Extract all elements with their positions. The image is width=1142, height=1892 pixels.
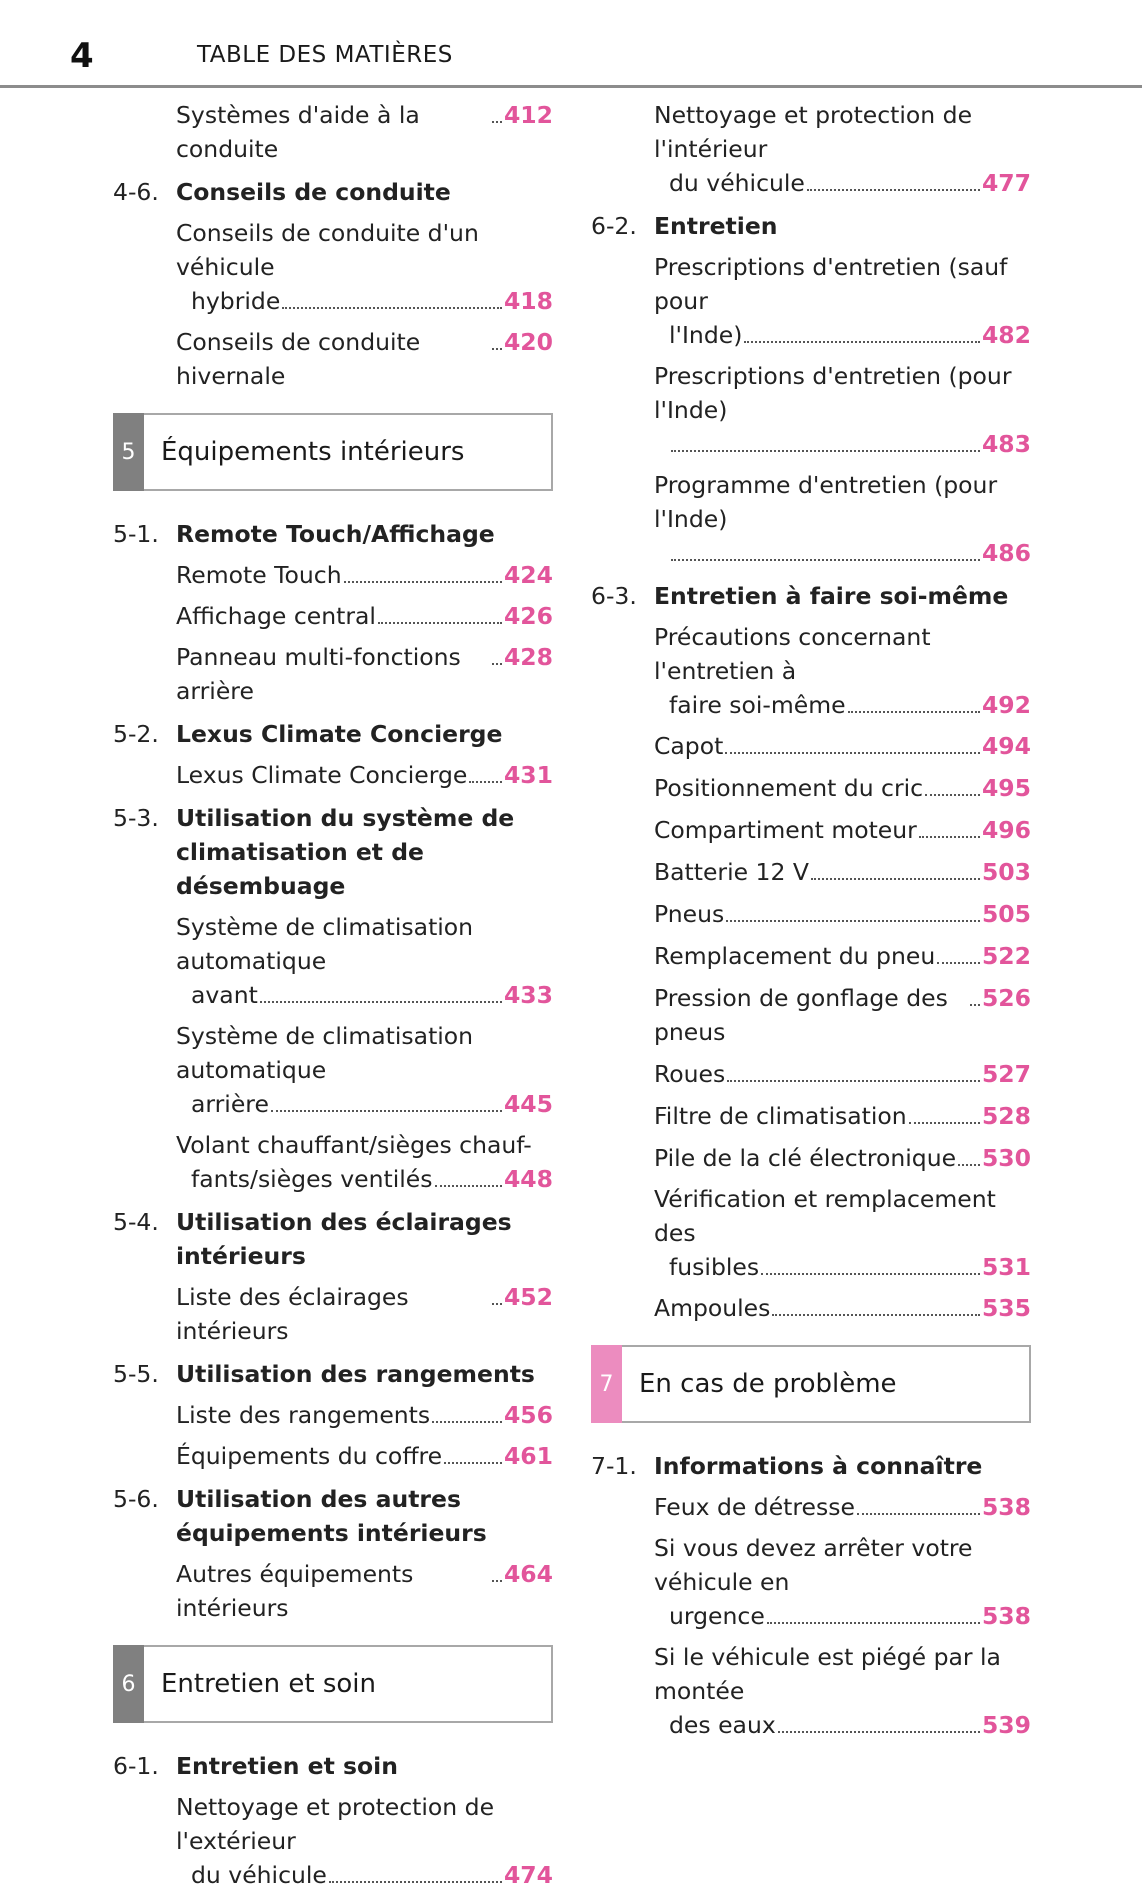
page-ref: 412 [503,101,553,129]
entry-title: Autres équipements intérieurs [176,1560,414,1622]
entry-title: Nettoyage et protection de l'intérieur [654,101,973,163]
section-heading[interactable] [113,717,553,751]
toc-entry[interactable] [113,1557,553,1625]
entry-title-cont: du véhicule [191,1861,327,1889]
entry-title: Liste des rangements [176,1401,431,1429]
leader-dots [970,1004,980,1006]
page-number: 4 [70,36,94,76]
toc-entry[interactable] [113,98,553,166]
section-label: Utilisation des autres équipements intérieurs [176,1485,487,1547]
entry-title: Compartiment moteur [654,816,917,844]
entry-title: Systèmes d'aide à la conduite [176,101,420,163]
chapter-number-tab: 5 [113,413,144,491]
chapter-number-tab: 7 [591,1345,622,1423]
toc-left-column [113,98,553,1892]
toc-entry[interactable] [591,359,1031,461]
section-number: 5-4. [113,1208,159,1236]
page-ref: 433 [503,981,553,1009]
toc-entry[interactable] [113,1280,553,1348]
page-ref: 483 [981,430,1031,458]
page-ref: 494 [981,732,1031,760]
page-ref: 531 [981,1253,1031,1281]
page-ref: 431 [503,761,553,789]
chapter-title: Équipements intérieurs [161,437,465,467]
entry-title: Prescriptions d'entretien (sauf pour [654,253,1008,315]
section-label: Utilisation du système de climatisation et de désembuage [176,804,515,900]
entry-title: Filtre de climatisation [654,1102,907,1130]
entry-title: Nettoyage et protection de l'extérieur [176,1793,495,1855]
section-heading[interactable] [591,579,1031,613]
toc-entry[interactable] [113,599,553,633]
page-ref: 424 [503,561,553,589]
page-header [0,0,1142,88]
chapter-7-banner[interactable] [591,1345,1031,1423]
page-ref: 445 [503,1090,553,1118]
toc-entry[interactable] [591,855,1031,889]
leader-dots [767,1622,980,1624]
toc-entry[interactable] [591,1182,1031,1284]
leader-dots [432,1421,502,1423]
entry-title-cont: faire soi-même [669,691,846,719]
entry-title-cont: fusibles [669,1253,760,1281]
toc-entry[interactable] [591,1141,1031,1175]
section-number: 5-6. [113,1485,159,1513]
section-heading[interactable] [591,1449,1031,1483]
leader-dots [260,1001,502,1003]
entry-title: Conseils de conduite hivernale [176,328,421,390]
leader-dots [937,962,980,964]
page-ref: 456 [503,1401,553,1429]
entry-title: Prescriptions d'entretien (pour l'Inde) [654,362,1012,424]
page-ref: 538 [981,1493,1031,1521]
leader-dots [725,752,980,754]
toc-entry[interactable] [591,771,1031,805]
leader-dots [671,450,980,452]
toc-entry[interactable] [591,813,1031,847]
section-number: 6-2. [591,212,637,240]
entry-title: Vérification et remplacement des [654,1185,996,1247]
page-ref: 477 [981,169,1031,197]
toc-entry[interactable] [591,1531,1031,1633]
toc-entry[interactable] [591,1057,1031,1091]
page-ref: 464 [503,1560,553,1588]
toc-entry[interactable] [113,1128,553,1196]
leader-dots [726,920,980,922]
page-ref: 428 [503,643,553,671]
leader-dots [435,1185,502,1187]
leader-dots [329,1881,502,1883]
leader-dots [671,559,980,561]
leader-dots [492,1580,502,1582]
entry-title-cont: fants/sièges ventilés [191,1165,433,1193]
leader-dots [807,189,980,191]
page-ref: 528 [981,1102,1031,1130]
toc-entry[interactable] [113,1398,553,1432]
toc-entry[interactable] [113,1439,553,1473]
entry-title-cont: hybride [191,287,281,315]
toc-entry[interactable] [591,1291,1031,1325]
entry-title-cont: urgence [669,1602,765,1630]
toc-entry[interactable] [591,250,1031,352]
page-ref: 474 [503,1861,553,1889]
entry-title: Ampoules [654,1294,771,1322]
section-number: 5-1. [113,520,159,548]
toc-entry[interactable] [113,325,553,393]
leader-dots [492,663,502,665]
page-ref: 495 [981,774,1031,802]
entry-title: Capot [654,732,724,760]
page-ref: 539 [981,1711,1031,1739]
chapter-5-banner[interactable] [113,413,553,491]
section-number: 5-3. [113,804,159,832]
leader-dots [444,1462,502,1464]
entry-title: Remote Touch [176,561,342,589]
chapter-title: En cas de problème [639,1369,897,1399]
section-label: Entretien et soin [176,1752,398,1780]
page-ref: 535 [981,1294,1031,1322]
chapter-6-banner[interactable] [113,1645,553,1723]
section-label: Entretien [654,212,778,240]
entry-title: Précautions concernant l'entretien à [654,623,931,685]
toc-right-column [591,98,1031,1742]
entry-title-cont: l'Inde) [669,321,743,349]
leader-dots [909,1122,980,1124]
section-heading[interactable] [113,517,553,551]
page-ref: 486 [981,539,1031,567]
toc-entry[interactable] [113,1019,553,1121]
leader-dots [282,307,502,309]
toc-entry[interactable] [591,468,1031,570]
section-heading[interactable] [113,1205,553,1273]
entry-title: Affichage central [176,602,376,630]
section-heading[interactable] [113,1357,553,1391]
entry-title: Conseils de conduite d'un véhicule [176,219,479,281]
page-ref: 530 [981,1144,1031,1172]
section-heading[interactable] [113,175,553,209]
entry-title: Lexus Climate Concierge [176,761,468,789]
toc-entry[interactable] [591,939,1031,973]
entry-title: Équipements du coffre [176,1442,443,1470]
chapter-title: Entretien et soin [161,1669,376,1699]
toc-entry[interactable] [591,981,1031,1049]
entry-title: Panneau multi-fonctions arrière [176,643,461,705]
toc-entry[interactable] [591,620,1031,722]
entry-title: Roues [654,1060,726,1088]
toc-entry[interactable] [591,897,1031,931]
page-ref: 526 [981,984,1031,1012]
toc-entry[interactable] [591,1490,1031,1524]
page-ref: 482 [981,321,1031,349]
page-ref: 452 [503,1283,553,1311]
section-label: Conseils de conduite [176,178,451,206]
page-ref: 420 [503,328,553,356]
page-ref: 492 [981,691,1031,719]
entry-title: Remplacement du pneu [654,942,936,970]
leader-dots [761,1273,980,1275]
leader-dots [811,878,980,880]
toc-entry[interactable] [591,1640,1031,1742]
entry-title-cont: des eaux [669,1711,776,1739]
leader-dots [344,581,502,583]
section-label: Informations à connaître [654,1452,983,1480]
entry-title: Pneus [654,900,725,928]
section-label: Entretien à faire soi-même [654,582,1009,610]
entry-title: Batterie 12 V [654,858,809,886]
section-number: 6-3. [591,582,637,610]
entry-title: Pile de la clé électronique [654,1144,957,1172]
toc-entry[interactable] [113,216,553,318]
entry-title: Si le véhicule est piégé par la montée [654,1643,1001,1705]
section-heading[interactable] [113,1482,553,1550]
leader-dots [271,1110,502,1112]
page-ref: 448 [503,1165,553,1193]
entry-title: Système de climatisation automatique [176,1022,474,1084]
section-label: Remote Touch/Affichage [176,520,495,548]
leader-dots [492,121,502,123]
entry-title: Programme d'entretien (pour l'Inde) [654,471,998,533]
section-heading[interactable] [591,209,1031,243]
section-number: 5-5. [113,1360,159,1388]
entry-title: Feux de détresse [654,1493,855,1521]
entry-title: Pression de gonflage des pneus [654,984,948,1046]
entry-title: Liste des éclairages intérieurs [176,1283,409,1345]
chapter-number-tab: 6 [113,1645,144,1723]
section-label: Utilisation des éclairages intérieurs [176,1208,512,1270]
page-ref: 538 [981,1602,1031,1630]
section-number: 7-1. [591,1452,637,1480]
page-ref: 461 [503,1442,553,1470]
page-ref: 426 [503,602,553,630]
entry-title-cont: avant [191,981,258,1009]
page-ref: 527 [981,1060,1031,1088]
leader-dots [744,341,980,343]
leader-dots [772,1314,980,1316]
toc-entry[interactable] [113,558,553,592]
leader-dots [958,1164,980,1166]
toc-entry[interactable] [113,640,553,708]
section-number: 6-1. [113,1752,159,1780]
entry-title: Si vous devez arrêter votre véhicule en [654,1534,973,1596]
page-ref: 496 [981,816,1031,844]
leader-dots [857,1513,980,1515]
entry-title: Volant chauffant/sièges chauf- [176,1131,532,1159]
section-number: 5-2. [113,720,159,748]
toc-entry[interactable] [591,1099,1031,1133]
toc-entry[interactable] [113,910,553,1012]
leader-dots [919,836,980,838]
leader-dots [492,348,502,350]
page-ref: 522 [981,942,1031,970]
page-ref: 418 [503,287,553,315]
leader-dots [378,622,502,624]
leader-dots [469,781,502,783]
entry-title: Système de climatisation automatique [176,913,474,975]
page-ref: 503 [981,858,1031,886]
leader-dots [925,794,980,796]
section-heading[interactable] [113,801,553,903]
toc-entry[interactable] [591,729,1031,763]
page-ref: 505 [981,900,1031,928]
leader-dots [492,1303,502,1305]
toc-entry[interactable] [591,98,1031,200]
entry-title: Positionnement du cric [654,774,924,802]
entry-title-cont: du véhicule [669,169,805,197]
leader-dots [848,711,980,713]
running-title: TABLE DES MATIÈRES [197,42,453,68]
section-number: 4-6. [113,178,159,206]
leader-dots [778,1731,980,1733]
toc-entry[interactable] [113,1790,553,1892]
section-heading[interactable] [113,1749,553,1783]
toc-entry[interactable] [113,758,553,792]
entry-title-cont: arrière [191,1090,269,1118]
section-label: Utilisation des rangements [176,1360,535,1388]
leader-dots [727,1080,980,1082]
section-label: Lexus Climate Concierge [176,720,503,748]
